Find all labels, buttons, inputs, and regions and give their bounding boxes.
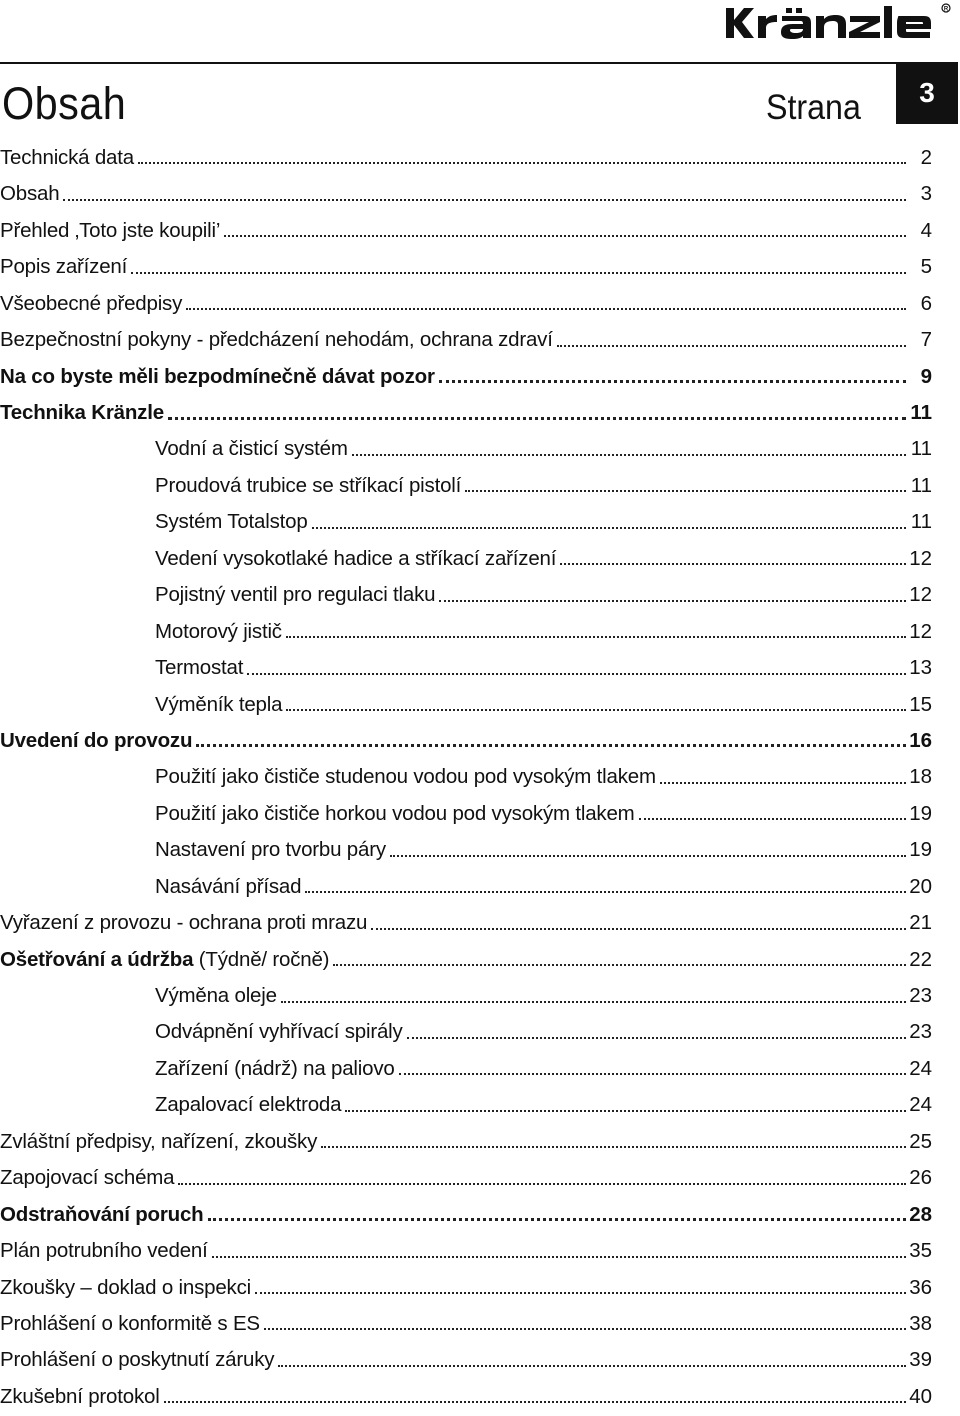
toc-dot-leader bbox=[286, 709, 906, 711]
page-number: 3 bbox=[919, 77, 935, 108]
toc-entry-page: 23 bbox=[909, 1020, 932, 1044]
toc-dot-leader bbox=[352, 454, 906, 456]
toc-entry-page: 28 bbox=[909, 1202, 932, 1226]
toc-dot-leader bbox=[224, 235, 906, 237]
toc-entry-title: Zapojovací schéma bbox=[0, 1166, 175, 1190]
toc-entry-title: Obsah bbox=[0, 182, 60, 206]
toc-entry-title: Zapalovací elektroda bbox=[155, 1093, 342, 1117]
toc-entry-page: 19 bbox=[909, 838, 932, 862]
toc-dot-leader bbox=[196, 744, 906, 747]
toc-entry-page: 18 bbox=[909, 765, 932, 789]
toc-entry-title: Zkoušky – doklad o inspekci bbox=[0, 1275, 251, 1299]
toc-entry-title: Odvápnění vyhřívací spirály bbox=[155, 1020, 403, 1044]
toc-entry[interactable] bbox=[0, 468, 932, 504]
toc-entry-page: 19 bbox=[909, 801, 932, 825]
toc-entry[interactable] bbox=[0, 759, 932, 795]
toc-entry[interactable] bbox=[0, 614, 932, 650]
toc-entry-title: Přehled ‚Toto jste koupili’ bbox=[0, 218, 221, 242]
toc-dot-leader bbox=[390, 855, 906, 857]
toc-entry-title: Výměník tepla bbox=[155, 692, 283, 716]
toc-dot-leader bbox=[305, 891, 906, 893]
toc-entry-title: Uvedení do provozu bbox=[0, 728, 193, 752]
toc-dot-leader bbox=[63, 199, 906, 201]
toc-entry[interactable] bbox=[0, 723, 932, 759]
toc-entry-page: 11 bbox=[910, 510, 932, 534]
toc-dot-leader bbox=[557, 345, 906, 347]
toc-entry-page: 23 bbox=[909, 984, 932, 1007]
toc-dot-leader bbox=[208, 1218, 906, 1221]
toc-entry-title: Nastavení pro tvorbu páry bbox=[155, 838, 386, 862]
toc-dot-leader bbox=[407, 1037, 906, 1039]
toc-entry-title: Vedení vysokotlaké hadice a stříkací zařízení bbox=[155, 546, 557, 570]
toc-entry[interactable] bbox=[0, 1160, 932, 1196]
toc-entry[interactable] bbox=[0, 1015, 932, 1051]
toc-dot-leader bbox=[312, 527, 906, 529]
toc-entry-title: Plán potrubního vedení bbox=[0, 1239, 208, 1263]
toc-entry-page: 39 bbox=[909, 1348, 932, 1372]
toc-entry[interactable] bbox=[0, 869, 932, 905]
toc-entry-title: Technická data bbox=[0, 145, 134, 169]
toc-entry[interactable] bbox=[0, 796, 932, 832]
toc-entry[interactable] bbox=[0, 687, 932, 723]
toc-dot-leader bbox=[131, 272, 906, 274]
toc-entry-title: Zařízení (nádrž) na paliovo bbox=[155, 1056, 395, 1080]
toc-entry-title: Zkušební protokol bbox=[0, 1384, 160, 1408]
toc-entry-page: 21 bbox=[909, 911, 932, 935]
toc-entry-page: 4 bbox=[920, 218, 932, 242]
toc-entry-page: 38 bbox=[909, 1311, 932, 1335]
toc-entry[interactable] bbox=[0, 432, 932, 468]
toc-entry-page: 12 bbox=[909, 546, 932, 570]
toc-entry[interactable] bbox=[0, 504, 932, 540]
toc-dot-leader bbox=[281, 1001, 906, 1003]
toc-dot-leader bbox=[560, 563, 906, 565]
table-of-contents bbox=[0, 140, 932, 1415]
toc-dot-leader bbox=[439, 380, 906, 383]
toc-entry-page: 24 bbox=[909, 1056, 932, 1080]
toc-entry-title: Termostat bbox=[155, 656, 244, 680]
toc-entry[interactable] bbox=[0, 1087, 932, 1123]
toc-entry-page: 22 bbox=[909, 947, 932, 971]
toc-dot-leader bbox=[186, 308, 906, 310]
toc-entry[interactable] bbox=[0, 176, 932, 212]
toc-entry-title: Prohlášení o poskytnutí záruky bbox=[0, 1348, 275, 1372]
toc-entry-title: Použití jako čističe horkou vodou pod vysokým tlakem bbox=[155, 801, 635, 825]
toc-entry-page: 11 bbox=[910, 473, 932, 497]
toc-entry[interactable] bbox=[0, 1051, 932, 1087]
toc-entry-title: Zvláštní předpisy, nařízení, zkoušky bbox=[0, 1129, 318, 1153]
toc-entry-title: Systém Totalstop bbox=[155, 510, 308, 534]
toc-entry-title: Výměna oleje bbox=[155, 984, 277, 1007]
toc-entry-title: Na co byste měli bezpodmínečně dávat pozor bbox=[0, 364, 435, 388]
toc-entry-page: 9 bbox=[920, 364, 932, 388]
toc-entry-title: Použití jako čističe studenou vodou pod vysokým tlakem bbox=[155, 765, 656, 789]
toc-entry-title: Vyřazení z provozu - ochrana proti mrazu bbox=[0, 911, 368, 935]
toc-entry-title: Prohlášení o konformitě s ES bbox=[0, 1311, 260, 1335]
toc-entry[interactable] bbox=[0, 1124, 932, 1160]
kranzle-logo bbox=[724, 2, 954, 42]
toc-entry-title: Všeobecné předpisy bbox=[0, 291, 183, 315]
toc-dot-leader bbox=[264, 1328, 906, 1330]
toc-entry-title: Popis zařízení bbox=[0, 255, 128, 279]
toc-entry-page: 40 bbox=[909, 1384, 932, 1408]
toc-entry-title-rest: (Týdně/ ročně) bbox=[193, 947, 330, 971]
toc-entry-title: Nasávání přísad bbox=[155, 874, 302, 898]
toc-entry-page: 15 bbox=[909, 692, 932, 716]
toc-entry-title: Bezpečnostní pokyny - předcházení nehodám, ochrana zdraví bbox=[0, 328, 553, 352]
toc-dot-leader bbox=[247, 673, 906, 675]
page-column-label: Strana bbox=[766, 88, 861, 127]
page-title: Obsah bbox=[2, 78, 127, 129]
toc-dot-leader bbox=[212, 1256, 906, 1258]
toc-entry[interactable] bbox=[0, 395, 932, 431]
toc-dot-leader bbox=[178, 1183, 906, 1185]
header-rule bbox=[0, 62, 900, 64]
toc-dot-leader bbox=[255, 1292, 906, 1294]
toc-entry[interactable] bbox=[0, 322, 932, 358]
svg-text:R: R bbox=[943, 6, 949, 13]
toc-entry-page: 11 bbox=[910, 401, 932, 424]
toc-dot-leader bbox=[660, 782, 906, 784]
toc-entry[interactable] bbox=[0, 140, 932, 176]
toc-entry[interactable] bbox=[0, 286, 932, 322]
toc-entry-page: 16 bbox=[909, 728, 932, 752]
toc-dot-leader bbox=[164, 1401, 906, 1403]
toc-entry[interactable] bbox=[0, 577, 932, 613]
toc-entry[interactable] bbox=[0, 1197, 932, 1233]
page-number-box bbox=[896, 62, 958, 124]
toc-entry-title bbox=[0, 947, 330, 979]
toc-entry-title-bold: Ošetřování a údržba bbox=[0, 947, 194, 971]
toc-entry-page: 35 bbox=[909, 1239, 932, 1263]
toc-dot-leader bbox=[439, 600, 906, 602]
toc-entry-page: 3 bbox=[920, 182, 932, 206]
toc-entry[interactable] bbox=[0, 249, 932, 285]
toc-entry[interactable] bbox=[0, 1233, 932, 1269]
toc-entry[interactable] bbox=[0, 1379, 932, 1415]
toc-dot-leader bbox=[345, 1110, 906, 1112]
toc-entry-page: 12 bbox=[909, 583, 932, 607]
toc-entry-page: 25 bbox=[909, 1129, 932, 1153]
toc-entry-page: 24 bbox=[909, 1093, 932, 1117]
toc-entry-title: Motorový jistič bbox=[155, 619, 282, 643]
toc-dot-leader bbox=[168, 417, 906, 420]
toc-entry[interactable] bbox=[0, 1270, 932, 1306]
toc-dot-leader bbox=[286, 636, 906, 638]
toc-dot-leader bbox=[333, 964, 906, 966]
toc-entry-page: 5 bbox=[920, 255, 932, 279]
toc-dot-leader bbox=[639, 818, 906, 820]
toc-entry-title: Pojistný ventil pro regulaci tlaku bbox=[155, 583, 436, 607]
toc-entry-title: Proudová trubice se stříkací pistolí bbox=[155, 473, 462, 497]
toc-entry[interactable] bbox=[0, 942, 932, 978]
toc-entry[interactable] bbox=[0, 1306, 932, 1342]
toc-entry-page: 6 bbox=[920, 291, 932, 315]
toc-entry[interactable] bbox=[0, 832, 932, 868]
toc-entry[interactable] bbox=[0, 905, 932, 941]
toc-entry-title: Odstraňování poruch bbox=[0, 1202, 204, 1226]
toc-entry-page: 26 bbox=[909, 1166, 932, 1190]
toc-entry-page: 2 bbox=[920, 145, 932, 169]
toc-entry[interactable] bbox=[0, 359, 932, 395]
toc-entry[interactable] bbox=[0, 1342, 932, 1378]
toc-entry[interactable] bbox=[0, 650, 932, 686]
toc-dot-leader bbox=[399, 1073, 906, 1075]
toc-entry[interactable] bbox=[0, 978, 932, 1014]
toc-entry-page: 7 bbox=[920, 328, 932, 352]
toc-dot-leader bbox=[321, 1146, 906, 1148]
toc-entry-title: Vodní a čisticí systém bbox=[155, 437, 348, 461]
toc-entry-page: 20 bbox=[909, 874, 932, 898]
toc-dot-leader bbox=[371, 928, 906, 930]
toc-entry[interactable] bbox=[0, 213, 932, 249]
toc-dot-leader bbox=[465, 490, 906, 492]
toc-dot-leader bbox=[138, 162, 906, 164]
toc-entry-page: 11 bbox=[910, 437, 932, 461]
toc-entry[interactable] bbox=[0, 541, 932, 577]
toc-entry-title: Technika Kränzle bbox=[0, 401, 164, 424]
toc-entry-page: 13 bbox=[909, 656, 932, 680]
toc-entry-page: 12 bbox=[909, 619, 932, 643]
toc-entry-page: 36 bbox=[909, 1275, 932, 1299]
toc-dot-leader bbox=[278, 1365, 906, 1367]
